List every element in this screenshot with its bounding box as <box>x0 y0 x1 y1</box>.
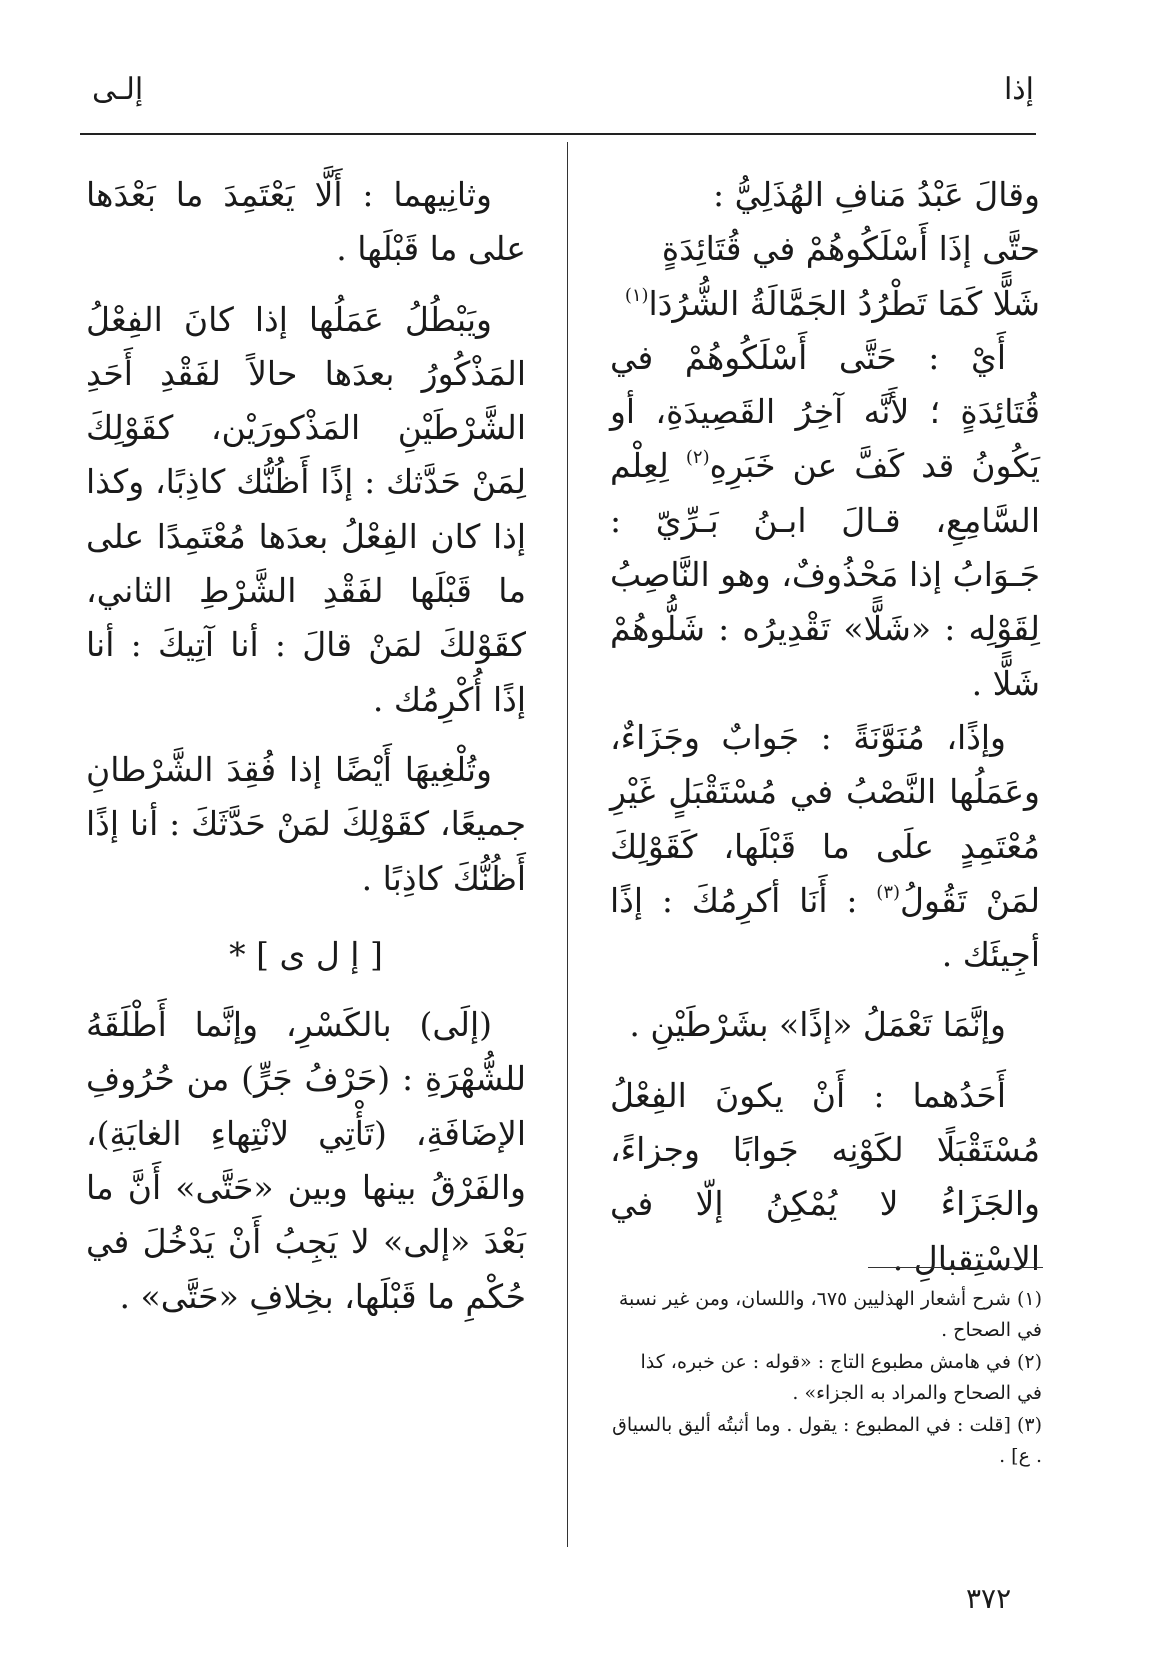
header-right-keyword: إذا <box>1003 72 1034 107</box>
paragraph: (إلَى) بالكَسْرِ، وإنَّما أَطْلَقَهُ للشُّهْرَةِ : (حَرْفُ جَرٍّ) من حُرُوفِ الإضَافَةِ، (تَأْتِي لانْتِهاءِ الغايَةِ)، والفَرْقُ بينها وبين «حَتَّى» أَنَّ ما بَعْدَ «إلى» لا يَجِبُ أَنْ يَدْخُلَ في حُكْمِ ما قَبْلَها، بخِلافِ «حَتَّى» . <box>86 1005 526 1316</box>
entry-heading: [ إ ل ى ] * <box>229 934 383 974</box>
verse-line: حتَّى إذَا أَسْلَكُوهُمْ في قُتَائِدَةٍ <box>661 229 1040 269</box>
paragraph-text: وإذًا، مُنَوَّنَةً : جَوابٌ وجَزَاءٌ، وعَمَلُها النَّصْبُ في مُسْتَقْبَلٍ غَيْرِ مُعْتَمِدٍ علَى ما قَبْلَها، كَقَوْلِكَ لمَنْ تَقُولُ <box>610 717 1040 920</box>
verse-text: شَلًّا كَمَا تَطْرُدُ الجَمَّالَةُ الشُّرُدَا <box>648 283 1040 323</box>
paragraph: وثانِيهما : أَلَّا يَعْتَمِدَ ما بَعْدَها على ما قَبْلَها . <box>86 175 526 269</box>
footnote: (٢) في هامش مطبوع التاج : «قوله : عن خبره، كذا في الصحاح والمراد به الجزاء» . <box>640 1351 1042 1404</box>
column-divider <box>567 142 568 1547</box>
right-column <box>610 168 1040 1286</box>
page-number: ٣٧٢ <box>966 1582 1012 1615</box>
footnote-ref: (٢) <box>685 447 710 469</box>
footnote-ref: (٣) <box>876 881 901 903</box>
header-left-keyword: إلـى <box>92 72 144 107</box>
footnote: (١) شرح أشعار الهذليين ٦٧٥، واللسان، ومن غير نسبة في الصحاح . <box>618 1288 1042 1341</box>
verse-line <box>610 277 1040 331</box>
footnote-rule <box>868 1267 1043 1268</box>
footnote-ref: (١) <box>624 284 649 306</box>
footnotes <box>612 1284 1042 1473</box>
paragraph: ويَبْطُلُ عَمَلُها إذا كانَ الفِعْلُ المَذْكُورُ بعدَها حالاً لفَقْدِ أَحَدِ الشَّرْطَيْنِ المَذْكورَيْن، كقَوْلِكَ لِمَنْ حَدَّثك : إذًا أَظُنُّك كاذِبًا، وكذا إذا كان الفِعْلُ بعدَها مُعْتَمِدًا على ما قَبْلَها لفَقْدِ الشَّرْطِ الثاني، كقَوْلكَ لمَنْ قالَ : أنا آتِيكَ : أنا إذًا أُكْرِمُك . <box>86 299 526 719</box>
paragraph: وإنَّمَا تَعْمَلُ «إذًا» بشَرْطَيْنِ . <box>629 1005 1006 1045</box>
paragraph-text: : أَنَا أكرِمُكَ : إذًا أجِيئَك . <box>610 880 1040 975</box>
paragraph-text: أَيْ : حَتَّى أَسْلَكُوهُمْ في قُتَائِدَةٍ ؛ لأَنَّه آخِرُ القَصِيدَةِ، أو يَكُونُ قد كَفَّ عن خَبَرِهِ <box>610 337 1040 486</box>
paragraph: وتُلْغِيهَا أَيْضًا إذا فُقِدَ الشَّرْطانِ جميعًا، كقَوْلِكَ لمَنْ حَدَّثَكَ : أنا إذًا أَظُنُّكَ كاذِبًا . <box>86 749 526 898</box>
paragraph-text: لِعِلْم السَّامِعِ، قـالَ ابـنُ بَـرِّيّ : جَـوَابُ إذا مَحْذُوفٌ، وهو النَّاصِبُ لِقَوْلِه : «شَلًّا» تَقْدِيرُه : شَلُّوهُمْ شَلًّا . <box>610 446 1040 703</box>
header-rule <box>80 133 1036 135</box>
left-column <box>86 168 526 1324</box>
paragraph: وقالَ عَبْدُ مَنافِ الهُذَلِيُّ : <box>712 175 1040 214</box>
paragraph <box>610 331 1040 711</box>
footnote: (٣) [قلت : في المطبوع : يقول . وما أثبتُه أليق بالسياق . ع] . <box>612 1414 1042 1467</box>
paragraph <box>610 711 1040 982</box>
paragraph: أَحَدُهما : أَنْ يكونَ الفِعْلُ مُسْتَقْبَلًا لكَوْنِه جَوابًا وجزاءً، والجَزَاءُ لا يُمْكِنُ إلّا في الاسْتِقبالِ . <box>610 1075 1040 1278</box>
